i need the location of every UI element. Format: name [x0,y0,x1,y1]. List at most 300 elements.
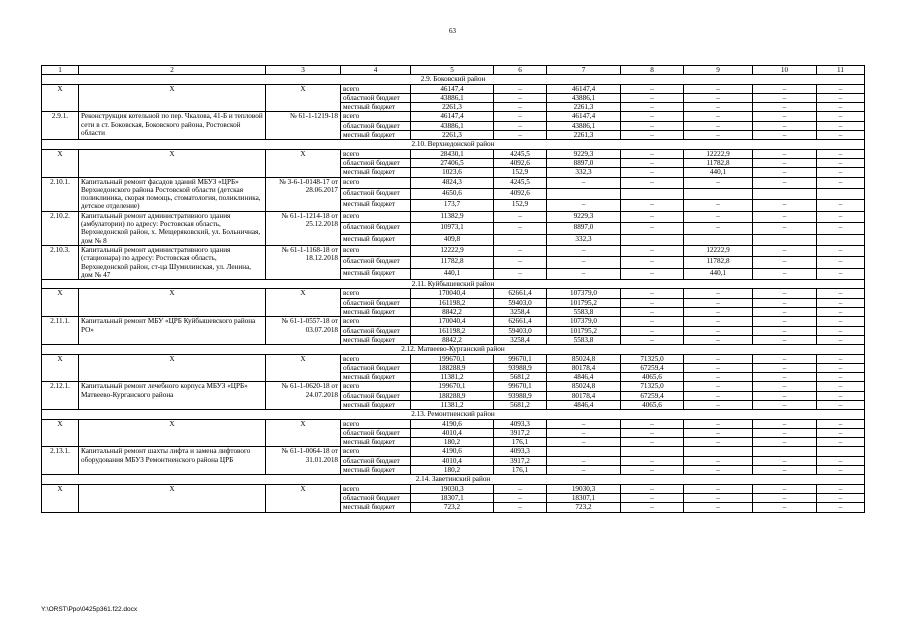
amount-cell: – [753,158,817,167]
item-number: 2.10.3. [42,245,79,279]
amount-cell: – [621,245,684,256]
amount-cell: – [621,168,684,177]
amount-cell: 332,3 [547,168,621,177]
amount-cell: 5681,2 [494,373,547,382]
item-number: X [42,289,79,317]
amount-cell: – [817,438,865,447]
amount-cell: – [817,308,865,317]
item-number: 2.12.1. [42,382,79,410]
amount-cell: – [753,245,817,256]
funding-source: областной бюджет [341,223,411,234]
item-name: Реконструкция котельной по пер. Чкалова, 41-Б и тепловой сети в ст. Боковская, Боковского района, Ростовской области [79,112,266,140]
amount-cell: 2261,3 [411,103,494,112]
amount-cell: 723,2 [411,503,494,512]
item-document: № 61-1-1168-18 от 18.12.2018 [266,245,341,279]
funding-source: всего [341,447,411,456]
amount-cell: 2261,3 [547,103,621,112]
amount-cell: – [547,456,621,465]
amount-cell: – [753,223,817,234]
amount-cell: – [753,354,817,363]
amount-cell: 5583,8 [547,308,621,317]
amount-cell: – [494,484,547,493]
funding-source: местный бюджет [341,168,411,177]
col-number: 6 [494,66,547,75]
amount-cell: 85024,8 [547,354,621,363]
amount-cell: – [817,400,865,409]
amount-cell [547,447,621,456]
amount-cell: 9229,3 [547,211,621,222]
amount-cell: – [753,308,817,317]
amount-cell: 9229,3 [547,149,621,158]
table-row [42,289,865,298]
amount-cell: – [817,149,865,158]
amount-cell: – [494,223,547,234]
amount-cell [753,188,817,199]
item-name: Капитальный ремонт шахты лифта и замена лифтового оборудования МБУЗ Ремонтненского района ЦРБ [79,447,266,475]
amount-cell: 10973,1 [411,223,494,234]
amount-cell: – [621,456,684,465]
item-document: X [266,84,341,112]
table-row [42,419,865,428]
amount-cell: – [817,298,865,307]
amount-cell: 161198,2 [411,298,494,307]
amount-cell: 11782,8 [411,257,494,268]
amount-cell: – [753,466,817,475]
item-number: X [42,354,79,382]
amount-cell: 4650,6 [411,188,494,199]
amount-cell: 80178,4 [547,363,621,372]
amount-cell: 180,2 [411,466,494,475]
amount-cell: 27406,5 [411,158,494,167]
amount-cell: – [494,245,547,256]
amount-cell: – [621,326,684,335]
amount-cell: – [817,503,865,512]
funding-source: всего [341,317,411,326]
amount-cell [817,234,865,245]
amount-cell: 199670,1 [411,382,494,391]
amount-cell: 62661,4 [494,289,547,298]
funding-source: местный бюджет [341,200,411,211]
amount-cell: – [621,335,684,344]
item-document: X [266,419,341,447]
amount-cell: 67259,4 [621,391,684,400]
table-row [42,447,865,456]
amount-cell: – [684,131,753,140]
funding-source: областной бюджет [341,391,411,400]
amount-cell: 67259,4 [621,363,684,372]
item-name: Капитальный ремонт административного здания (амбулатории) по адресу: Ростовская область, Верхнедонской район, х. Мещеряковский, ул. Больничная, дом № 8 [79,211,266,245]
amount-cell: 46147,4 [411,112,494,121]
amount-cell: 43886,1 [547,93,621,102]
amount-cell: – [753,391,817,400]
amount-cell: – [753,456,817,465]
amount-cell: 3917,2 [494,428,547,437]
amount-cell: 4190,6 [411,447,494,456]
amount-cell: – [494,503,547,512]
amount-cell: – [494,121,547,130]
amount-cell: – [494,112,547,121]
funding-source: местный бюджет [341,335,411,344]
section-title: 2.10. Верхнедонской район [42,140,865,149]
amount-cell [621,188,684,199]
amount-cell: – [753,268,817,279]
amount-cell: 3258,4 [494,308,547,317]
amount-cell: 170040,4 [411,289,494,298]
amount-cell: 19030,3 [411,484,494,493]
col-number: 2 [79,66,266,75]
amount-cell: 12222,9 [411,245,494,256]
amount-cell: – [753,177,817,188]
amount-cell: – [621,268,684,279]
amount-cell [684,188,753,199]
amount-cell [547,188,621,199]
amount-cell: 4092,6 [494,188,547,199]
item-name: Капитальный ремонт административного здания (стационара) по адресу: Ростовская область, Верхнедонской район, ст-ца Шумилинская, ул. Ленина, дом № 47 [79,245,266,279]
amount-cell: – [621,484,684,493]
amount-cell: – [547,419,621,428]
amount-cell: – [547,177,621,188]
item-name: X [79,289,266,317]
amount-cell: 440,1 [684,168,753,177]
amount-cell [817,447,865,456]
amount-cell: – [684,373,753,382]
amount-cell: 18307,1 [547,493,621,502]
amount-cell: 176,1 [494,466,547,475]
table-row [42,177,865,188]
amount-cell: – [817,168,865,177]
section-header-row [42,475,865,484]
funding-source: всего [341,177,411,188]
amount-cell: – [753,438,817,447]
amount-cell: – [817,158,865,167]
amount-cell: – [621,121,684,130]
amount-cell: – [753,298,817,307]
item-document: № 61-1-1214-18 от 25.12.2018 [266,211,341,245]
item-name: X [79,354,266,382]
funding-source: местный бюджет [341,373,411,382]
amount-cell: 80178,4 [547,391,621,400]
amount-cell: – [753,317,817,326]
table-row [42,382,865,391]
amount-cell: – [494,84,547,93]
amount-cell: – [684,211,753,222]
amount-cell: – [684,335,753,344]
amount-cell: – [684,112,753,121]
amount-cell: 4245,5 [494,177,547,188]
funding-source: местный бюджет [341,400,411,409]
amount-cell: – [547,268,621,279]
amount-cell: – [753,131,817,140]
table-row [42,112,865,121]
amount-cell: – [817,428,865,437]
amount-cell: – [621,317,684,326]
amount-cell: 440,1 [684,268,753,279]
amount-cell: 199670,1 [411,354,494,363]
amount-cell: – [753,363,817,372]
amount-cell: – [817,289,865,298]
amount-cell: – [621,466,684,475]
amount-cell: – [684,382,753,391]
amount-cell: – [621,289,684,298]
section-header-row [42,75,865,84]
col-number: 10 [753,66,817,75]
amount-cell: – [621,149,684,158]
amount-cell: 5583,8 [547,335,621,344]
amount-cell: – [753,93,817,102]
funding-source: местный бюджет [341,103,411,112]
funding-source: всего [341,245,411,256]
amount-cell: – [817,200,865,211]
funding-source: областной бюджет [341,298,411,307]
amount-cell: 332,3 [547,234,621,245]
item-number: 2.11.1. [42,317,79,345]
item-document: № 61-1-0620-18 от 24.07.2018 [266,382,341,410]
item-name: X [79,419,266,447]
table-row [42,317,865,326]
amount-cell: – [621,112,684,121]
amount-cell: 8842,2 [411,335,494,344]
amount-cell: 188288,9 [411,391,494,400]
amount-cell: – [494,131,547,140]
amount-cell: – [817,382,865,391]
amount-cell: 8897,0 [547,223,621,234]
amount-cell: – [494,268,547,279]
amount-cell: 46147,4 [411,84,494,93]
amount-cell [494,234,547,245]
amount-cell: 71325,0 [621,382,684,391]
amount-cell: 11782,8 [684,257,753,268]
amount-cell: 46147,4 [547,84,621,93]
amount-cell: – [621,298,684,307]
item-name: Капитальный ремонт фасадов зданий МБУЗ «ЦРБ» Верхнедонского района Ростовской области (детская поликлиника, скорая помощь, стоматология, поликлиника, детское отделение) [79,177,266,211]
amount-cell: – [753,200,817,211]
item-number: X [42,149,79,177]
amount-cell: – [753,149,817,158]
amount-cell: 101795,2 [547,326,621,335]
item-number: 2.13.1. [42,447,79,475]
amount-cell: 3917,2 [494,456,547,465]
amount-cell: 8897,0 [547,158,621,167]
amount-cell: – [684,326,753,335]
amount-cell: 4010,4 [411,456,494,465]
amount-cell: – [684,177,753,188]
amount-cell: 723,2 [547,503,621,512]
section-header-row [42,410,865,419]
col-number: 9 [684,66,753,75]
amount-cell: – [817,257,865,268]
item-number: 2.10.1. [42,177,79,211]
amount-cell: 11381,2 [411,373,494,382]
table-row [42,245,865,256]
amount-cell: 4065,6 [621,400,684,409]
amount-cell: – [817,391,865,400]
amount-cell: – [547,438,621,447]
amount-cell: 4065,6 [621,373,684,382]
amount-cell: – [753,335,817,344]
amount-cell: 4092,6 [494,158,547,167]
amount-cell: – [753,112,817,121]
funding-source: областной бюджет [341,363,411,372]
amount-cell: 188288,9 [411,363,494,372]
funding-source: всего [341,211,411,222]
amount-cell: 28430,1 [411,149,494,158]
amount-cell: 99670,1 [494,382,547,391]
amount-cell: – [621,257,684,268]
item-document: X [266,354,341,382]
col-number: 7 [547,66,621,75]
amount-cell: – [753,419,817,428]
amount-cell: – [684,317,753,326]
amount-cell: – [817,466,865,475]
amount-cell: 62661,4 [494,317,547,326]
funding-source: местный бюджет [341,438,411,447]
amount-cell: – [684,503,753,512]
amount-cell: – [684,289,753,298]
funding-source: местный бюджет [341,308,411,317]
amount-cell: – [753,503,817,512]
col-number: 3 [266,66,341,75]
amount-cell: – [547,200,621,211]
amount-cell: 59403,0 [494,298,547,307]
amount-cell: 4824,3 [411,177,494,188]
funding-source: областной бюджет [341,121,411,130]
amount-cell: – [817,223,865,234]
amount-cell [753,447,817,456]
amount-cell: – [547,466,621,475]
amount-cell: – [684,428,753,437]
item-document: № 3-6-1-0148-17 от 28.06.2017 [266,177,341,211]
amount-cell: – [684,354,753,363]
amount-cell: 99670,1 [494,354,547,363]
col-number: 4 [341,66,411,75]
amount-cell: – [817,317,865,326]
amount-cell: – [621,177,684,188]
amount-cell: – [817,245,865,256]
amount-cell: 85024,8 [547,382,621,391]
amount-cell: – [817,84,865,93]
amount-cell: 43886,1 [547,121,621,130]
amount-cell: – [547,257,621,268]
amount-cell: 71325,0 [621,354,684,363]
amount-cell: – [621,493,684,502]
funding-source: всего [341,84,411,93]
funding-source: местный бюджет [341,503,411,512]
col-number: 11 [817,66,865,75]
funding-source: местный бюджет [341,234,411,245]
amount-cell: – [684,466,753,475]
item-document: № 61-1-1219-18 [266,112,341,140]
amount-cell: – [753,484,817,493]
amount-cell: – [494,103,547,112]
amount-cell: 4190,6 [411,419,494,428]
section-header-row [42,345,865,354]
amount-cell: – [753,84,817,93]
funding-source: областной бюджет [341,257,411,268]
section-header-row [42,140,865,149]
amount-cell: 409,8 [411,234,494,245]
amount-cell: – [753,289,817,298]
funding-source: местный бюджет [341,466,411,475]
amount-cell: – [817,419,865,428]
amount-cell: – [621,428,684,437]
section-title: 2.11. Куйбышевский район [42,280,865,289]
amount-cell: 4245,5 [494,149,547,158]
table-body [42,66,865,513]
amount-cell: – [547,428,621,437]
amount-cell: 161198,2 [411,326,494,335]
section-title: 2.13. Ремонтненский район [42,410,865,419]
amount-cell: 4010,4 [411,428,494,437]
amount-cell: 59403,0 [494,326,547,335]
amount-cell: 19030,3 [547,484,621,493]
amount-cell: – [621,200,684,211]
funding-source: всего [341,419,411,428]
amount-cell: – [753,373,817,382]
table-row [42,354,865,363]
amount-cell: – [817,493,865,502]
amount-cell: – [753,382,817,391]
amount-cell: – [817,456,865,465]
funding-source: областной бюджет [341,326,411,335]
funding-source: всего [341,112,411,121]
amount-cell: 11782,8 [684,158,753,167]
amount-cell: 173,7 [411,200,494,211]
amount-cell [684,447,753,456]
amount-cell: – [494,93,547,102]
col-number: 5 [411,66,494,75]
amount-cell: – [684,200,753,211]
amount-cell: – [753,168,817,177]
item-document: X [266,149,341,177]
amount-cell: 93988,9 [494,363,547,372]
funding-source: всего [341,354,411,363]
amount-cell: – [684,103,753,112]
amount-cell: – [753,211,817,222]
amount-cell: – [684,363,753,372]
amount-cell [621,234,684,245]
amount-cell: – [621,131,684,140]
amount-cell: 170040,4 [411,317,494,326]
amount-cell: – [494,211,547,222]
amount-cell: – [817,354,865,363]
item-name: X [79,84,266,112]
item-number: X [42,419,79,447]
funding-source: областной бюджет [341,428,411,437]
amount-cell [684,234,753,245]
item-name: X [79,484,266,512]
funding-source: всего [341,484,411,493]
amount-cell: 152,9 [494,200,547,211]
funding-source: областной бюджет [341,188,411,199]
item-number: X [42,484,79,512]
amount-cell: – [817,121,865,130]
amount-cell: 11381,2 [411,400,494,409]
amount-cell: – [817,363,865,372]
amount-cell: – [684,308,753,317]
amount-cell: – [684,93,753,102]
item-number: 2.9.1. [42,112,79,140]
amount-cell: 107379,0 [547,289,621,298]
amount-cell: – [684,84,753,93]
funding-source: всего [341,149,411,158]
item-document: X [266,289,341,317]
amount-cell: 4846,4 [547,373,621,382]
amount-cell: 4093,3 [494,447,547,456]
funding-source: областной бюджет [341,456,411,465]
amount-cell: 93988,9 [494,391,547,400]
section-title: 2.12. Матвеево-Курганский район [42,345,865,354]
amount-cell: – [621,223,684,234]
